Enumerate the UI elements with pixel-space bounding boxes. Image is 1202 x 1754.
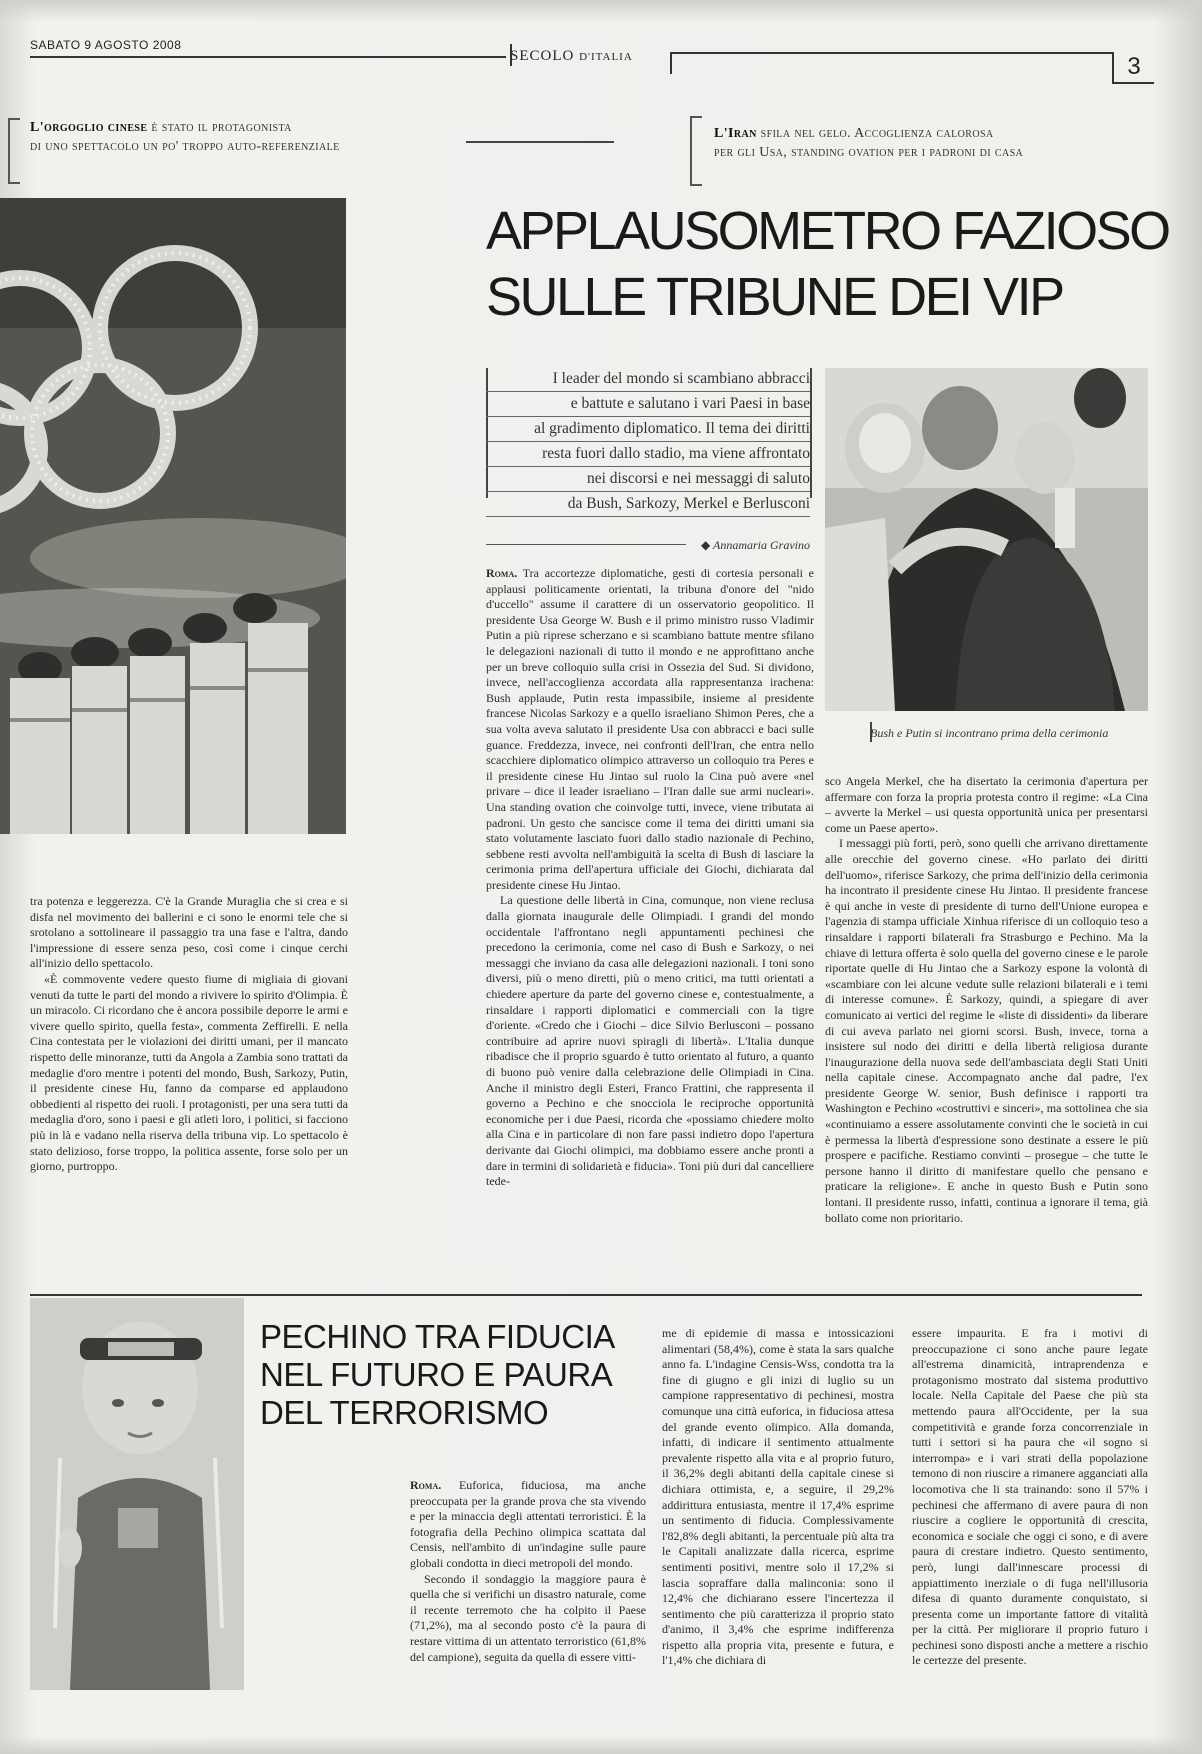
header-rule-tick-right xyxy=(670,52,672,74)
deck-line: e battute e salutano i vari Paesi in base xyxy=(486,393,810,417)
kicker-bracket-left xyxy=(8,118,20,184)
article-deck xyxy=(486,368,810,518)
article1-paragraph: Roma. Tra accortezze diplomatiche, gesti di cortesia personali e applausi politicamente orientati, la tribuna d'onore del "nido d'uccello" assume il carattere di un osservatorio geopolitico. Il presidente Usa George W. Bush e il primo ministro russo Vladimir Putin a più riprese scherzano e si scambiano battute mentre sfilano le delegazioni nazionali di tutto il mondo e ne approfittano anche per un breve colloquio sulla crisi in Ossezia del Sud. Si dividono, invece, nell'accoglienza accordata alla rappresentanza irachena: Bush applaude, Putin resta impassibile, insieme al presidente francese Nicolas Sarkozy e a quello israeliano Shimon Peres, che a sua volta aveva salutato il presidente Usa con abbracci e baci sulle guance. Freddezza, invece, nei confronti dell'Iran, che entra nello scacchiere diplomatico olimpico attraverso un colloquio tra Peres e il presidente cinese Hu Jintao sul ruolo la Cina può avere «nel privare – dice il leader israeliano – l'Iran dalle sue armi nucleari». Una standing ovation che coinvolge tutti, invece, viene tributata ai padroni. Un gesto che sancisce come il tema dei diritti umani sia stato volutamente lasciato fuori dallo stadio nazionale di Pechino, sebbene resti avvolta nell'ambiguità la scelta di Bush di lasciare la cerimonia prima dell'apertura ufficiale dei Giochi, dichiarata dal presidente cinese Hu Jintao. xyxy=(486,566,814,892)
header-paper-name: SECOLO D'ITALIA xyxy=(510,48,633,64)
article2-headline xyxy=(260,1318,615,1432)
main-headline xyxy=(486,198,1169,330)
header-rule-right xyxy=(670,52,1112,54)
article2-column-2 xyxy=(662,1326,894,1669)
kicker-right: L'Iran sfila nel gelo. Accoglienza calorosa per gli Usa, standing ovation per i padroni di casa xyxy=(714,126,1024,160)
deck-line: resta fuori dallo stadio, ma viene affrontato xyxy=(486,443,810,467)
deck-line: da Bush, Sarkozy, Merkel e Berlusconi xyxy=(486,493,810,517)
article1-column-left xyxy=(30,894,348,1175)
kicker-bracket-right xyxy=(690,116,702,186)
page-number: 3 xyxy=(1112,52,1154,84)
article1-paragraph: «È commovente vedere questo fiume di migliaia di giovani venuti da tutte le parti del mondo a rivivere lo spirito d'Olimpia. È un miracolo. Ci ricordano che è ancora possibile deporre le armi e vivere quello spirito, quella festa», commenta Zeffirelli. E nella Cina contestata per le violazioni dei diritti umani, per il mancato rispetto delle minoranze, tutti da Angola a Zambia sono trattati da medaglie d'oro mentre i potenti del mondo, Bush, Sarkozy, Putin, il presidente cinese Hu, fanno da comparse ed applaudono obbedienti al rispetto dei ruoli. I protagonisti, per una sera tutti da medaglia d'oro, sono i paesi e gli atleti loro, i politici, si facciono più in là e vadano nella riserva della tribuna vip. Lo spettacolo è stato delizioso, forse troppo, la politica assente, forse solo per un giorno, purtroppo. xyxy=(30,971,348,1174)
main-headline-line2: SULLE TRIBUNE DEI VIP xyxy=(486,267,1063,327)
child-photo xyxy=(30,1298,244,1690)
olympic-rings-illustration xyxy=(0,198,346,834)
deck-line: nei discorsi e nei messaggi di saluto xyxy=(486,468,810,492)
article2-paragraph: Roma. Euforica, fiduciosa, ma anche preoccupata per la grande prova che sta vivendo e per la minaccia degli attentati terroristici. È la fotografia della Pechino olimpica scattata dal Censis, nell'ambito di un'indagine sulle paure globali condotta in dieci metropoli del mondo. xyxy=(410,1478,647,1570)
article2-paragraph: Secondo il sondaggio la maggiore paura è quella che si verifichi un disastro naturale, come il recente terremoto che ha colpito il Paese (71,2%), ma al secondo posto c'è la paura di restare vittima di un attentato terroristico (61,8% del campione), seguita da quella di essere vitti- xyxy=(410,1571,646,1664)
article2-headline-line3: DEL TERRORISMO xyxy=(260,1394,549,1431)
page-top-shadow xyxy=(0,0,1202,22)
article2-column-1 xyxy=(410,1478,646,1665)
photo-caption: Bush e Putin si incontrano prima della cerimonia xyxy=(870,726,1109,740)
article1-column-middle xyxy=(486,566,814,1190)
byline: ◆ Annamaria Gravino xyxy=(700,538,810,552)
header-rule-left xyxy=(30,56,506,58)
main-headline-line1: APPLAUSOMETRO FAZIOSO xyxy=(486,201,1169,261)
child-illustration xyxy=(30,1298,244,1690)
article1-paragraph: I messaggi più forti, però, sono quelli che arrivano direttamente alle orecchie del governo cinese. «Ho parlato dei diritti dell'uomo», riferisce Sarkozy, che prima dell'inizio della cerimonia ha incontrato il presidente cinese Hu Jintao. Il presidente francese è qui anche in veste di presidente di turno dell'Unione europea e l'agenzia di stampa ufficiale Xinhua riferisce di un colloquio teso a rinsaldare i rapporti bilaterali fra Strasburgo e Pechino. Ma la chiave di lettura offerta è solo quella del governo cinese e le parole riportate quelle di Hu Jintao che a Sarkozy espone la volontà di «scambiare con lei alcune vedute sulle relazioni bilaterali e i temi di interesse comune». È Sarkozy, quindi, a spiegare di aver comunicato ai vertici del regime le «liste di dissidenti» da liberare di cui aveva parlato nei giorni scorsi. Bush, invece, torna a insistere sul nodo dei diritti e della libertà religiosa durante l'inaugurazione della nuova sede dell'ambasciata degli Stati Uniti nella capitale cinese. Accompagnato anche dal padre, l'ex presidente George W. senior, Bush definisce i rapporti tra Washington e Pechino «costruttivi e sinceri», ma sottolinea che sia «continuiamo a essere assolutamente convinti che le società in cui è permessa la libertà d'espressione sono destinate a essere le più prospere e pacifiche. Restiamo convinti – prosegue – che tutte le persone hanno il diritto di manifestare quello che pensano e praticare la religione». E anche in questo Bush e Putin sono lontani. Il presidente russo, infatti, continua a ignorare il tema, già bollato come non prioritario. xyxy=(825,836,1148,1225)
article1-column-right xyxy=(825,774,1148,1226)
header-date: SABATO 9 AGOSTO 2008 xyxy=(30,38,182,52)
bush-putin-illustration xyxy=(825,368,1148,711)
section-divider xyxy=(30,1294,1142,1296)
olympic-rings-photo xyxy=(0,198,346,834)
article1-paragraph: tra potenza e leggerezza. C'è la Grande Muraglia che si crea e si disfa nel movimento dei ballerini e ci sono le enormi tele che si srotolano a sottolineare il passaggio tra una fase e l'altra, dando l'impressione di essere senza peso, così come i cinque cerchi all'inizio dello spettacolo. xyxy=(30,894,348,971)
article2-paragraph: essere impaurita. E fra i motivi di preoccupazione ci sono anche paure legate all'estrema dinamicità, intraprendenza e protagonismo mostrato dal sistema produttivo locale. Nella Capitale del Paese che più sta mettendo paura all'Occidente, per la sua competitività e grande forza concorrenziale in tutti i settori si ha paura che «il sogno si interrompa» e i vari strati della popolazione temono di non riuscire a rimanere agganciati alla locomotiva che li sta trainando: sono il 57% i pechinesi che affermano di avere paura di non riuscire a cogliere le opportunità di crescita, economica e sociale che oggi ci sono, e di avere paura di crestare indietro. Questo sentimento, però, lungi dall'innescare processi di appiattimento inerziale o di fuga nell'illusoria difesa di quanto duramente conquistato, si presenta come un importante fattore di vitalità per la città. Per migliorare il proprio futuro i pechinesi sono disposti anche a mettere a rischio le certezze del presente. xyxy=(912,1326,1148,1668)
article1-paragraph: sco Angela Merkel, che ha disertato la cerimonia d'apertura per affermare con forza la propria protesta contro il regime: «La Cina – avverte la Merkel – usi questa opportunità unica per presentarsi come un Paese aperto». xyxy=(825,774,1148,835)
article2-headline-line1: PECHINO TRA FIDUCIA xyxy=(260,1318,615,1355)
deck-line: al gradimento diplomatico. Il tema dei diritti xyxy=(486,418,810,442)
deck-line: I leader del mondo si scambiano abbracci xyxy=(486,368,810,392)
kicker-divider-rule xyxy=(466,141,614,143)
article2-column-3 xyxy=(912,1326,1148,1669)
kicker-left: L'orgoglio cinese è stato il protagonista di uno spettacolo un po' troppo auto-referenziale xyxy=(30,120,340,154)
bush-putin-photo xyxy=(825,368,1148,711)
article2-paragraph: me di epidemie di massa e intossicazioni alimentari (58,4%), come è stata la sars qualche anno fa. L'indagine Censis-Wss, condotta tra la fine di giugno e gli inizi di luglio su un campione rappresentativo di pechinesi, mostra comunque una città euforica, in fiduciosa attesa del grande evento olimpico. Alla domanda, infatti, di indicare il sentimento attualmente prevalente rispetto alla vita e al proprio futuro, il 36,2% degli abitanti della capitale cinese si dichiara ottimista, e, a seguire, il 29,2% addirittura entusiasta, mentre il 17,4% esprime un sentimento di fiducia. Complessivamente l'82,8% degli abitanti, la percentuale più alta tra le Capitali analizzate dalla ricerca, esprime sentimenti positivi, mentre solo il 17,2% si lascia sopraffare dalla malinconia: sono il 12,4% che dichiarano essere l'incertezza il sentimento che più caratterizza il proprio stato d'animo, il 3,4% che esprime indifferenza rispetto alla propria vita, presente e futura, e l'1,4% che dichiara di xyxy=(662,1326,894,1668)
article2-headline-line2: NEL FUTURO E PAURA xyxy=(260,1356,613,1393)
page-bottom-shadow xyxy=(0,1736,1202,1754)
article1-paragraph: La questione delle libertà in Cina, comunque, non viene reclusa dalla giornata inaugurale delle Olimpiadi. I grandi del mondo occidentale l'affrontano negli appuntamenti pechinesi che precedono la cerimonia, come nel caso di Bush e Sarkozy, o nei messaggi che inviano da casa alle delegazioni nazionali. I toni sono diversi, più o meno diretti, più o meno critici, ma tutti orientati a chiedere aperture da parte del governo cinese e, contestualmente, a rinsaldare i rapporti diplomatici e commerciali con la tigre d'oriente. «Credo che i Giochi – dice Silvio Berlusconi – possano contribuire ad aprire nuovi spiragli di libertà». L'Italia dunque ribadisce che il proprio sguardo è tutto orientato al futuro, a quanto di buono può venire dalla celebrazione delle Olimpiadi in Cina. Anche il ministro degli Esteri, Franco Frattini, che rappresenta il governo a Pechino e che snocciola le reciproche opportunità economiche per i due Paesi, ricorda che «possiamo chiedere molto alla Cina e in particolare di non fare passi indietro dopo l'apertura derivante dai Giochi olimpici, ma dobbiamo essere anche pronti a dare in termini di solidarietà e fiducia». Toni più duri dal cancelliere tede- xyxy=(486,893,814,1189)
